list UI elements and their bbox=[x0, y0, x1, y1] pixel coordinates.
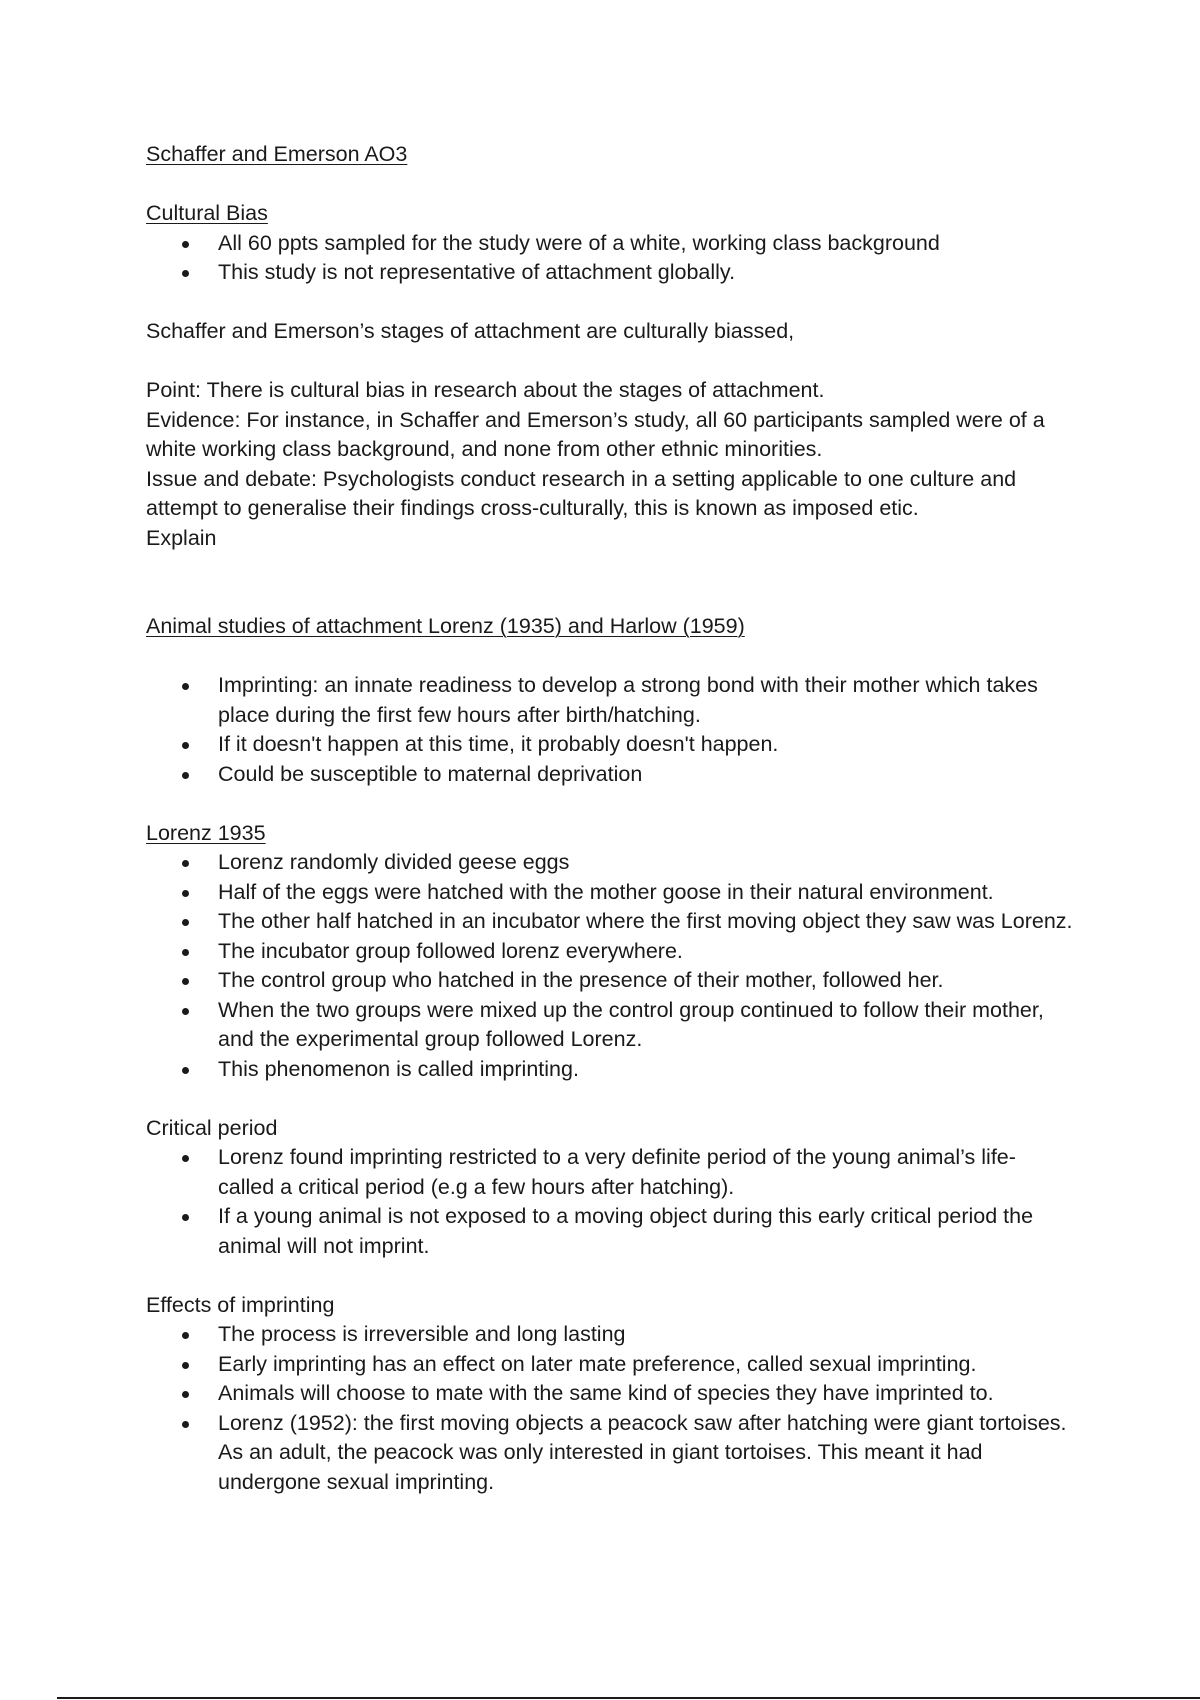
list-item: Imprinting: an innate readiness to develop a strong bond with their mother which takes place during the first few hours after birth/hatching. bbox=[218, 671, 1076, 730]
critical-period-list bbox=[146, 1143, 1076, 1261]
list-item: The control group who hatched in the presence of their mother, followed her. bbox=[218, 966, 1076, 996]
bias-statement: Schaffer and Emerson’s stages of attachment are culturally biassed, bbox=[146, 319, 795, 343]
list-item: Animals will choose to mate with the same kind of species they have imprinted to. bbox=[218, 1379, 1076, 1409]
list-item: This study is not representative of attachment globally. bbox=[218, 258, 1076, 288]
lorenz-list bbox=[146, 848, 1076, 1084]
cultural-bias-heading: Cultural Bias bbox=[146, 201, 268, 225]
list-item: The other half hatched in an incubator where the first moving object they saw was Lorenz. bbox=[218, 907, 1076, 937]
cultural-bias-list bbox=[146, 229, 1076, 288]
list-item: Lorenz (1952): the first moving objects a peacock saw after hatching were giant tortoises. As an adult, the peacock was only interested in giant tortoises. This meant it had undergone sexual imprinting. bbox=[218, 1409, 1076, 1498]
lorenz-heading: Lorenz 1935 bbox=[146, 820, 266, 845]
effects-heading: Effects of imprinting bbox=[146, 1292, 335, 1317]
list-item: Half of the eggs were hatched with the mother goose in their natural environment. bbox=[218, 878, 1076, 908]
list-item: Could be susceptible to maternal deprivation bbox=[218, 760, 1076, 790]
list-item: Lorenz found imprinting restricted to a very definite period of the young animal’s life- called a critical period (e.g a few hours after hatching). bbox=[218, 1143, 1076, 1202]
list-item: All 60 ppts sampled for the study were of a white, working class background bbox=[218, 229, 1076, 259]
list-item: Early imprinting has an effect on later mate preference, called sexual imprinting. bbox=[218, 1350, 1076, 1380]
critical-period-heading: Critical period bbox=[146, 1115, 278, 1140]
list-item: If it doesn't happen at this time, it probably doesn't happen. bbox=[218, 730, 1076, 760]
animal-studies-list bbox=[146, 671, 1076, 789]
list-item: The incubator group followed lorenz everywhere. bbox=[218, 937, 1076, 967]
peel-point: Point: There is cultural bias in research about the stages of attachment. bbox=[146, 378, 825, 402]
peel-issue: Issue and debate: Psychologists conduct research in a setting applicable to one culture and attempt to generalise their findings cross-culturally, this is known as imposed etic. bbox=[146, 466, 1017, 520]
list-item: If a young animal is not exposed to a moving object during this early critical period the animal will not imprint. bbox=[218, 1202, 1076, 1261]
peel-explain: Explain bbox=[146, 525, 217, 550]
list-item: Lorenz randomly divided geese eggs bbox=[218, 848, 1076, 878]
document-page bbox=[146, 140, 1076, 1497]
peel-evidence: Evidence: For instance, in Schaffer and Emerson’s study, all 60 participants sampled were of a white working class background, and none from other ethnic minorities. bbox=[146, 407, 1045, 461]
page-bottom-rule bbox=[57, 1697, 1200, 1699]
effects-list bbox=[146, 1320, 1076, 1497]
animal-studies-heading: Animal studies of attachment Lorenz (1935) and Harlow (1959) bbox=[146, 614, 745, 638]
list-item: The process is irreversible and long lasting bbox=[218, 1320, 1076, 1350]
list-item: When the two groups were mixed up the control group continued to follow their mother, and the experimental group followed Lorenz. bbox=[218, 996, 1076, 1055]
document-title: Schaffer and Emerson AO3 bbox=[146, 142, 408, 166]
list-item: This phenomenon is called imprinting. bbox=[218, 1055, 1076, 1085]
